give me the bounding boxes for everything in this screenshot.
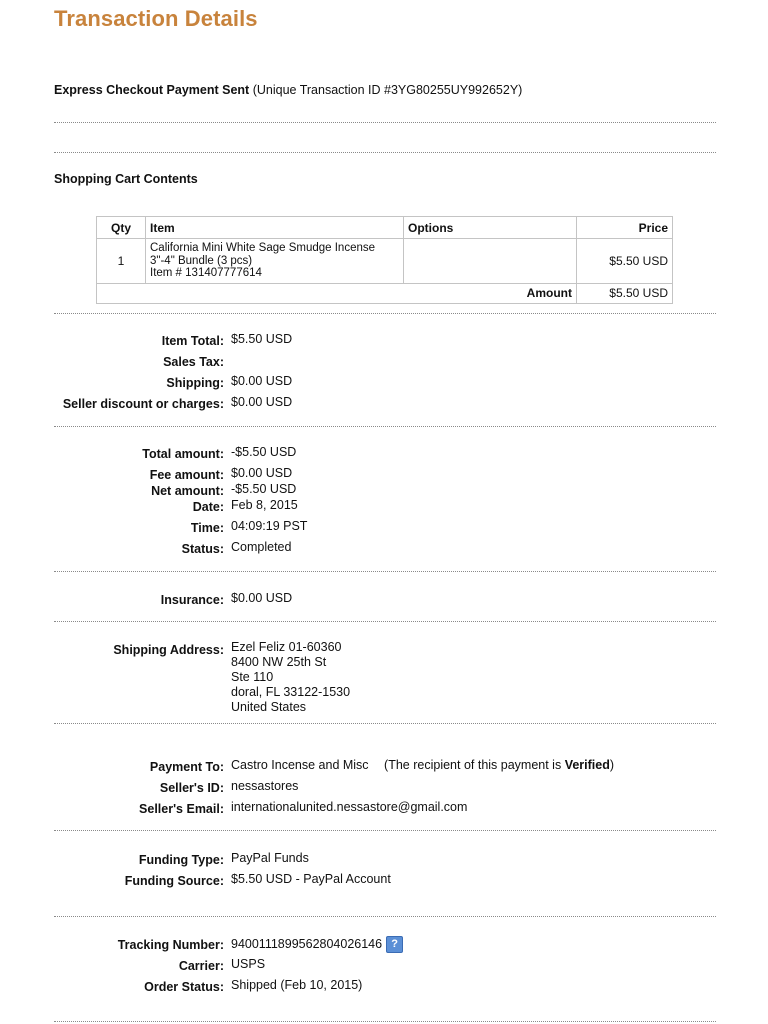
discount-row (0, 397, 768, 413)
funding-type-row (0, 853, 768, 869)
order-status-value: Shipped (Feb 10, 2015) (231, 978, 363, 992)
status-label: Status: (181, 542, 224, 556)
cart-item-title: California Mini White Sage Smudge Incense (150, 242, 376, 254)
address-line: 8400 NW 25th St (231, 655, 327, 669)
tracking-number-row (0, 938, 768, 954)
seller-email-label: Seller's Email: (139, 802, 224, 816)
net-amount-row (0, 484, 768, 500)
divider (54, 1021, 716, 1022)
item-total-value: $5.50 USD (231, 332, 293, 346)
verified-suffix: ) (609, 758, 615, 772)
insurance-value: $0.00 USD (231, 591, 293, 605)
insurance-label: Insurance: (160, 593, 224, 607)
recipient-name: Castro Incense and Misc (231, 758, 369, 772)
order-status-row (0, 980, 768, 996)
item-total-row (0, 334, 768, 350)
divider (54, 830, 716, 831)
cart-header-row (97, 217, 673, 239)
column-header-options: Options (404, 217, 577, 239)
shipping-value: $0.00 USD (231, 374, 293, 388)
sales-tax-row (0, 355, 768, 371)
item-total-label: Item Total: (161, 334, 224, 348)
shipping-label: Shipping: (166, 376, 224, 390)
seller-id-row (0, 781, 768, 797)
help-icon[interactable]: ? (386, 936, 403, 953)
funding-type-label: Funding Type: (138, 853, 224, 867)
date-label: Date: (192, 500, 224, 514)
tracking-number-label: Tracking Number: (117, 938, 224, 952)
divider (54, 313, 716, 314)
fee-amount-label: Fee amount: (149, 468, 224, 482)
transaction-header (54, 83, 522, 97)
insurance-row (0, 593, 768, 609)
sales-tax-label: Sales Tax: (163, 355, 224, 369)
order-status-label: Order Status: (144, 980, 224, 994)
address-line: Ste 110 (231, 670, 274, 684)
divider (54, 152, 716, 153)
cart-table (96, 216, 673, 304)
seller-email-row (0, 802, 768, 818)
divider (54, 621, 716, 622)
verified-note (384, 758, 614, 772)
net-amount-label: Net amount: (151, 484, 224, 498)
discount-value: $0.00 USD (231, 395, 293, 409)
table-row (97, 239, 673, 284)
fee-amount-row (0, 468, 768, 484)
cart-item-qty: 1 (97, 239, 146, 284)
column-header-item: Item (146, 217, 404, 239)
net-amount-value: -$5.50 USD (231, 482, 297, 496)
carrier-value: USPS (231, 957, 266, 971)
funding-source-value: $5.50 USD - PayPal Account (231, 872, 391, 886)
date-value: Feb 8, 2015 (231, 498, 298, 512)
tracking-number-value (231, 936, 403, 953)
page-title: Transaction Details (54, 6, 258, 31)
fee-amount-value: $0.00 USD (231, 466, 293, 480)
cart-title: Shopping Cart Contents (54, 172, 198, 186)
cart-item-detail: 3"-4" Bundle (3 pcs) (150, 254, 253, 267)
seller-email-value: internationalunited.nessastore@gmail.com (231, 800, 468, 814)
cart-item-options (404, 239, 577, 284)
transaction-type: Express Checkout Payment Sent (54, 83, 250, 97)
address-line: United States (231, 700, 307, 714)
funding-source-row (0, 874, 768, 890)
divider (54, 426, 716, 427)
total-amount-row (0, 447, 768, 463)
cart-item-description (146, 239, 404, 284)
address-line: Ezel Feliz 01-60360 (231, 640, 342, 654)
status-row (0, 542, 768, 558)
time-row (0, 521, 768, 537)
time-label: Time: (190, 521, 224, 535)
date-row (0, 500, 768, 516)
tracking-number: 9400111899562804026146 (231, 936, 383, 951)
status-value: Completed (231, 540, 292, 554)
verified-prefix: (The recipient of this payment is (384, 758, 562, 772)
carrier-row (0, 959, 768, 975)
cart-item-number: Item # 131407777614 (150, 267, 262, 279)
divider (54, 571, 716, 572)
discount-label: Seller discount or charges: (62, 397, 224, 411)
cart-amount-value: $5.50 USD (577, 283, 673, 303)
cart-amount-row (97, 283, 673, 303)
divider (54, 723, 716, 724)
payment-to-label: Payment To: (149, 760, 224, 774)
shipping-address-row (0, 643, 768, 659)
cart-amount-label: Amount (97, 283, 577, 303)
payment-to-row (0, 760, 768, 776)
divider (54, 916, 716, 917)
seller-id-label: Seller's ID: (159, 781, 224, 795)
total-amount-value: -$5.50 USD (231, 445, 297, 459)
column-header-qty: Qty (97, 217, 146, 239)
carrier-label: Carrier: (178, 959, 224, 973)
funding-type-value: PayPal Funds (231, 851, 309, 865)
transaction-id: (Unique Transaction ID #3YG80255UY992652Y) (252, 83, 523, 97)
verified-status: Verified (564, 758, 610, 772)
shipping-address (231, 640, 350, 715)
seller-id-value: nessastores (231, 779, 299, 793)
total-amount-label: Total amount: (142, 447, 224, 461)
shipping-row (0, 376, 768, 392)
payment-to-value (231, 758, 614, 772)
funding-source-label: Funding Source: (124, 874, 224, 888)
time-value: 04:09:19 PST (231, 519, 308, 533)
shipping-address-label: Shipping Address: (113, 643, 224, 657)
divider (54, 122, 716, 123)
cart-item-price: $5.50 USD (577, 239, 673, 284)
address-line: doral, FL 33122-1530 (231, 685, 351, 699)
column-header-price: Price (577, 217, 673, 239)
